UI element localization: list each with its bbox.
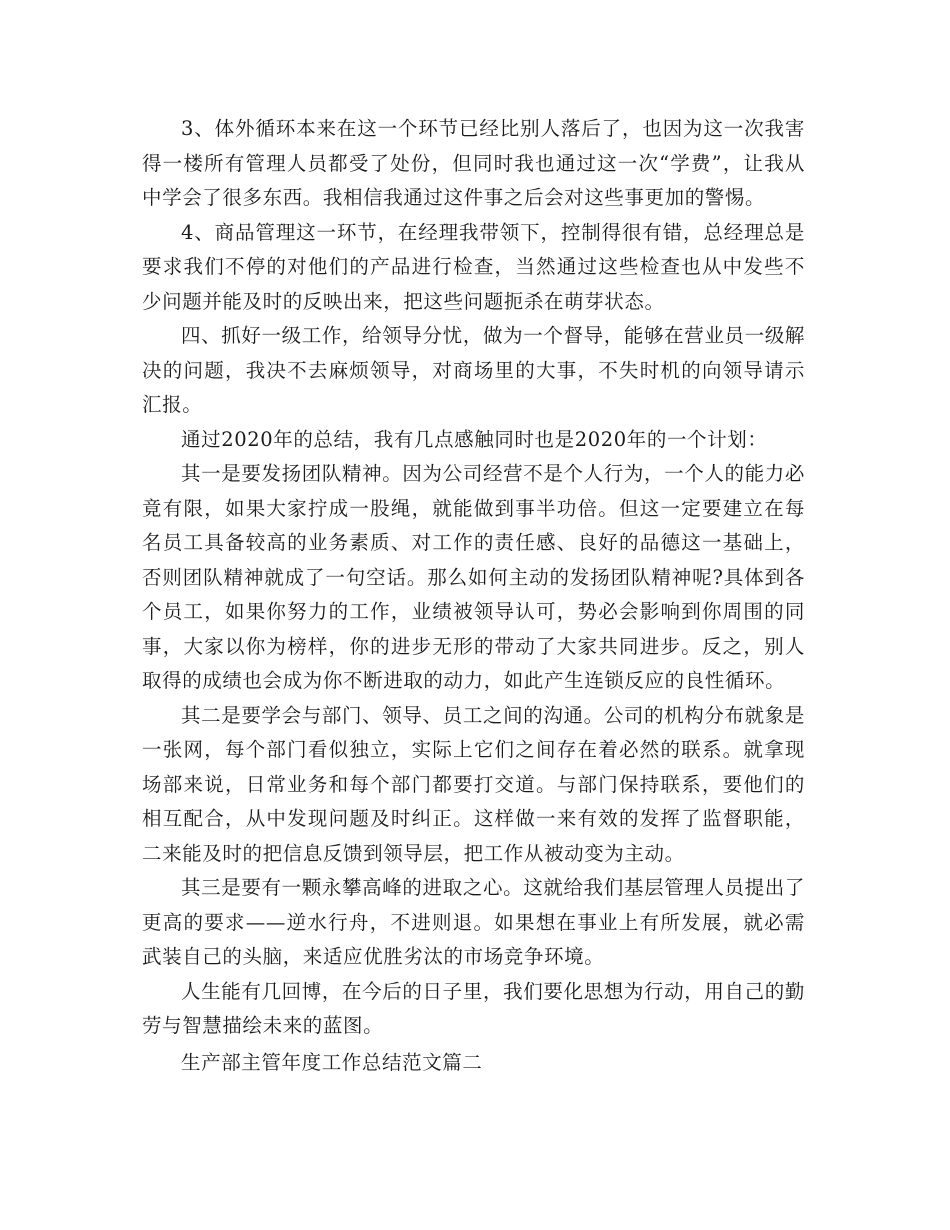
paragraph-plan-one: 其一是要发扬团队精神。因为公司经营不是个人行为，一个人的能力必竟有限，如果大家拧成一股绳，就能做到事半功倍。但这一定要建立在每名员工具备较高的业务素质、对工作的责任感、良好的品德这一基础上，否则团队精神就成了一句空话。那么如何主动的发扬团队精神呢?具体到各个员工，如果你努力的工作，业绩被领导认可，势必会影响到你周围的同事，大家以你为榜样，你的进步无形的带动了大家共同进步。反之，别人取得的成绩也会成为你不断进取的动力，如此产生连锁反应的良性循环。 — [142, 462, 805, 692]
paragraph-item-4: 4、商品管理这一环节，在经理我带领下，控制得很有错，总经理总是要求我们不停的对他们的产品进行检查，当然通过这些检查也从中发些不少问题并能及时的反映出来，把这些问题扼杀在萌芽状态。 — [142, 220, 805, 313]
paragraph-item-3: 3、体外循环本来在这一个环节已经比别人落后了，也因为这一次我害得一楼所有管理人员都受了处份，但同时我也通过这一次“学费”，让我从中学会了很多东西。我相信我通过这件事之后会对这些事更加的警惕。 — [142, 117, 805, 209]
document-body — [142, 112, 805, 1080]
section-title-part-two: 生产部主管年度工作总结范文篇二 — [181, 1050, 483, 1074]
paragraph-plan-two: 其二是要学会与部门、领导、员工之间的沟通。公司的机构分布就象是一张网，每个部门看似独立，实际上它们之间存在着必然的联系。就拿现场部来说，日常业务和每个部门都要打交道。与部门保持联系，要他们的相互配合，从中发现问题及时纠正。这样做一来有效的发挥了监督职能，二来能及时的把信息反馈到领导层，把工作从被动变为主动。 — [142, 703, 805, 865]
paragraph-plan-three: 其三是要有一颗永攀高峰的进取之心。这就给我们基层管理人员提出了更高的要求——逆水行舟，不进则退。如果想在事业上有所发展，就必需武装自己的头脑，来适应优胜劣汰的市场竞争环境。 — [142, 876, 805, 968]
paragraph-summary-intro: 通过2020年的总结，我有几点感触同时也是2020年的一个计划： — [181, 427, 768, 451]
paragraph-closing: 人生能有几回博，在今后的日子里，我们要化思想为行动，用自己的勤劳与智慧描绘未来的蓝图。 — [142, 979, 805, 1037]
paragraph-section-four: 四、抓好一级工作，给领导分忧，做为一个督导，能够在营业员一级解决的问题，我决不去麻烦领导，对商场里的大事，不失时机的向领导请示汇报。 — [142, 324, 805, 416]
